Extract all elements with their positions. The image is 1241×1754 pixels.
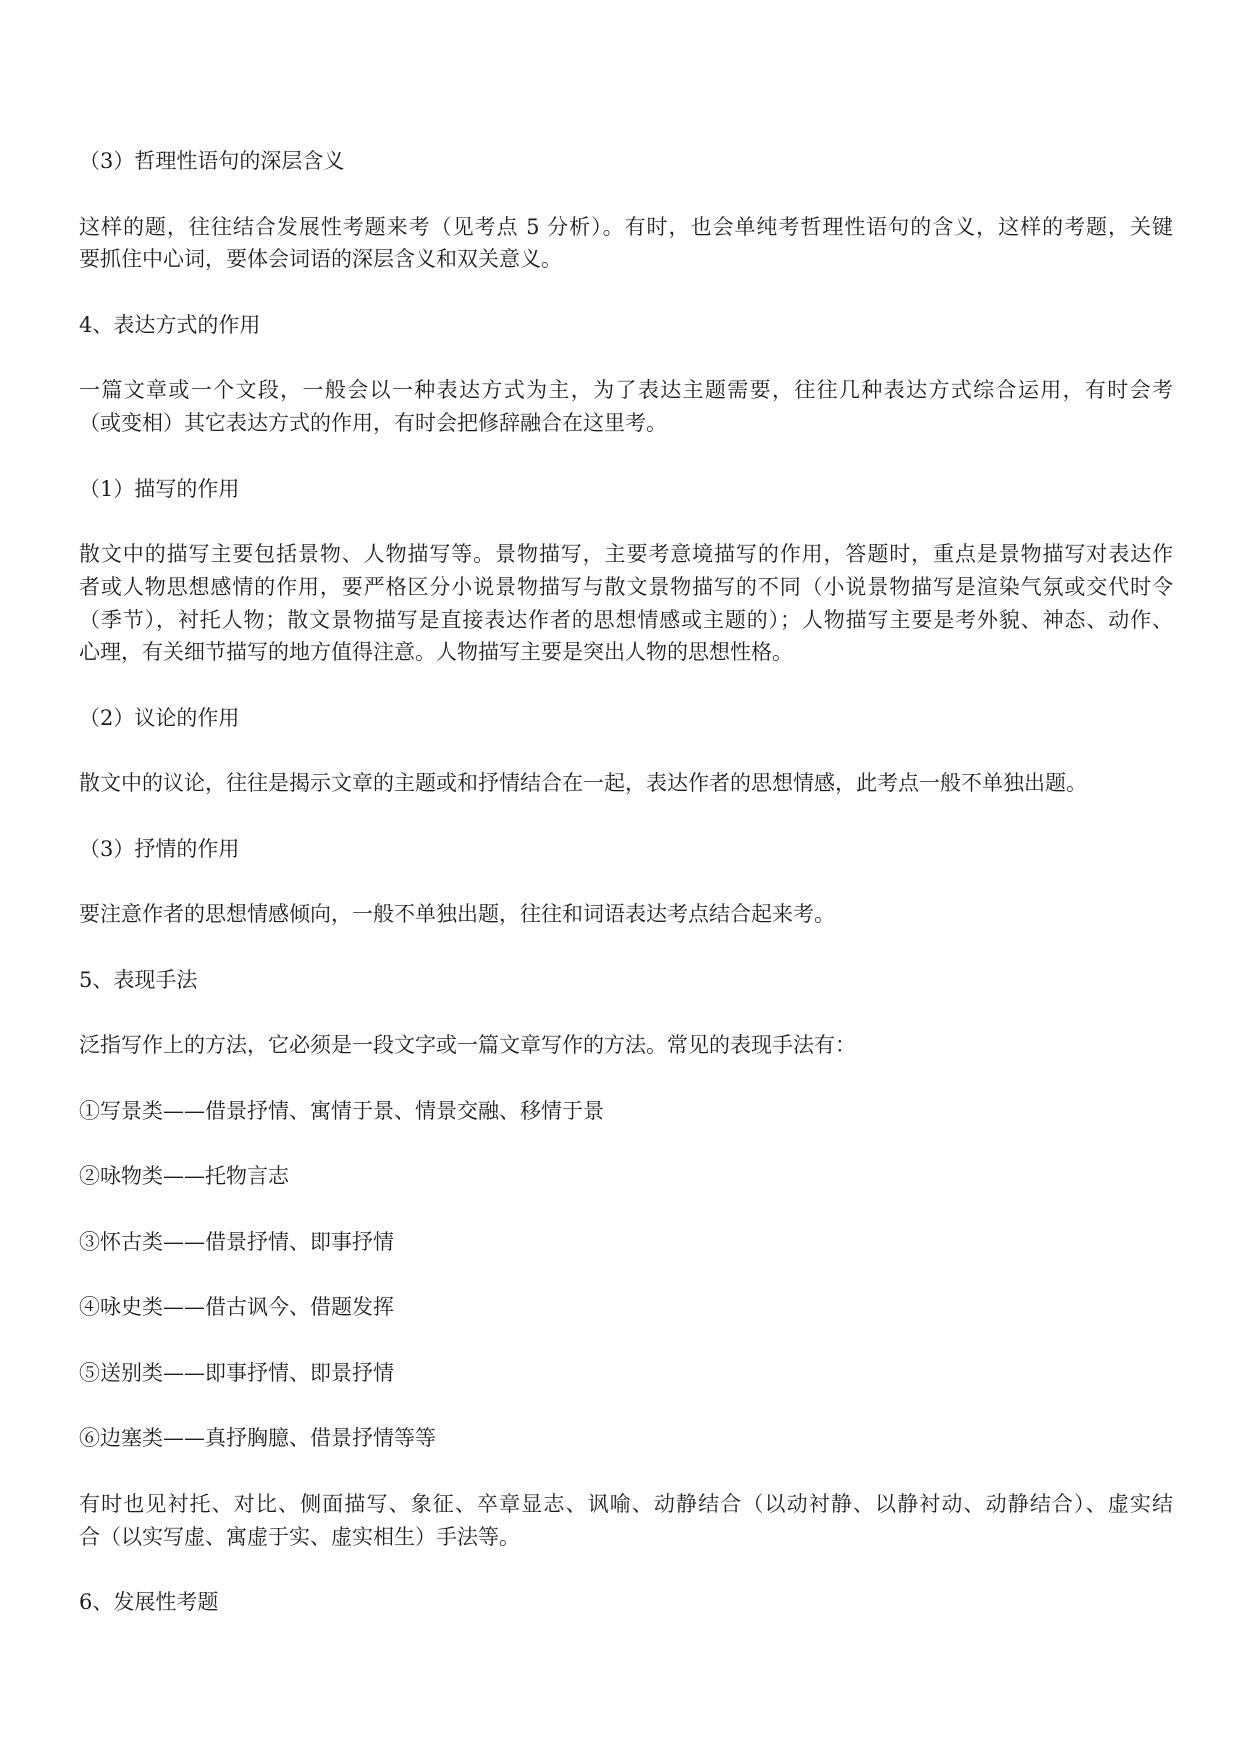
section-heading xyxy=(79,702,1173,735)
heading-text: （1）描写的作用 xyxy=(79,476,240,501)
paragraph xyxy=(79,374,1173,440)
heading-text: （3）哲理性语句的深层含义 xyxy=(79,149,345,173)
section-heading xyxy=(79,145,1173,178)
paragraph xyxy=(79,211,1173,277)
document-page xyxy=(79,145,1173,1652)
list-item xyxy=(79,1291,1173,1324)
section-heading xyxy=(79,473,1173,506)
list-item-text: ④咏史类——借古讽今、借题发挥 xyxy=(79,1295,394,1320)
list-item xyxy=(79,1357,1173,1390)
paragraph-line: 者或人物思想感情的作用，要严格区分小说景物描写与散文景物描写的不同（小说景物描写是渲染气氛或交代时令 xyxy=(79,574,1173,599)
paragraph-line: （或变相）其它表达方式的作用，有时会把修辞融合在这里考。 xyxy=(79,411,667,435)
list-item-text: ⑥边塞类——真抒胸臆、借景抒情等等 xyxy=(79,1426,436,1451)
section-heading xyxy=(79,1586,1173,1619)
paragraph-line: （季节），衬托人物；散文景物描写是直接表达作者的思想情感或主题的）；人物描写主要是考外貌、神态、动作、 xyxy=(79,607,1173,632)
paragraph-line: 有时也见衬托、对比、侧面描写、象征、卒章显志、讽喻、动静结合（以动衬静、以静衬动、动静结合）、虚实结 xyxy=(79,1491,1173,1516)
paragraph-line: 要抓住中心词，要体会词语的深层含义和双关意义。 xyxy=(79,247,562,272)
heading-text: 6、发展性考题 xyxy=(79,1590,219,1614)
section-heading xyxy=(79,309,1173,342)
paragraph-line: 泛指写作上的方法，它必须是一段文字或一篇文章写作的方法。常见的表现手法有： xyxy=(79,1033,856,1058)
paragraph xyxy=(79,767,1173,800)
heading-text: 5、表现手法 xyxy=(79,967,198,992)
list-item xyxy=(79,1160,1173,1193)
paragraph-line: 心理，有关细节描写的地方值得注意。人物描写主要是突出人物的思想性格。 xyxy=(79,640,793,665)
heading-text: （2）议论的作用 xyxy=(79,705,240,730)
paragraph xyxy=(79,1029,1173,1062)
paragraph xyxy=(79,898,1173,931)
heading-text: 4、表达方式的作用 xyxy=(79,312,261,337)
list-item-text: ①写景类——借景抒情、寓情于景、情景交融、移情于景 xyxy=(79,1098,604,1123)
heading-text: （3）抒情的作用 xyxy=(79,836,240,861)
paragraph-line: 合（以实写虚、寓虚于实、虚实相生）手法等。 xyxy=(79,1524,520,1549)
paragraph-line: 散文中的描写主要包括景物、人物描写等。景物描写，主要考意境描写的作用，答题时，重点是景物描写对表达作 xyxy=(79,542,1173,566)
paragraph-line: 要注意作者的思想情感倾向，一般不单独出题，往往和词语表达考点结合起来考。 xyxy=(79,902,835,927)
list-item xyxy=(79,1095,1173,1128)
paragraph-line: 一篇文章或一个文段，一般会以一种表达方式为主，为了表达主题需要，往往几种表达方式综合运用，有时会考 xyxy=(79,378,1173,403)
paragraph-line: 散文中的议论，往往是揭示文章的主题或和抒情结合在一起，表达作者的思想情感，此考点一般不单独出题。 xyxy=(79,771,1087,796)
list-item xyxy=(79,1226,1173,1259)
paragraph xyxy=(79,538,1173,669)
list-item-text: ②咏物类——托物言志 xyxy=(79,1164,289,1189)
list-item-text: ③怀古类——借景抒情、即事抒情 xyxy=(79,1229,394,1254)
section-heading xyxy=(79,964,1173,997)
list-item-text: ⑤送别类——即事抒情、即景抒情 xyxy=(79,1360,394,1385)
list-item xyxy=(79,1422,1173,1455)
section-heading xyxy=(79,833,1173,866)
paragraph-line: 这样的题，往往结合发展性考题来考（见考点 5 分析）。有时，也会单纯考哲理性语句的含义，这样的考题，关键 xyxy=(79,214,1173,239)
paragraph xyxy=(79,1488,1173,1554)
